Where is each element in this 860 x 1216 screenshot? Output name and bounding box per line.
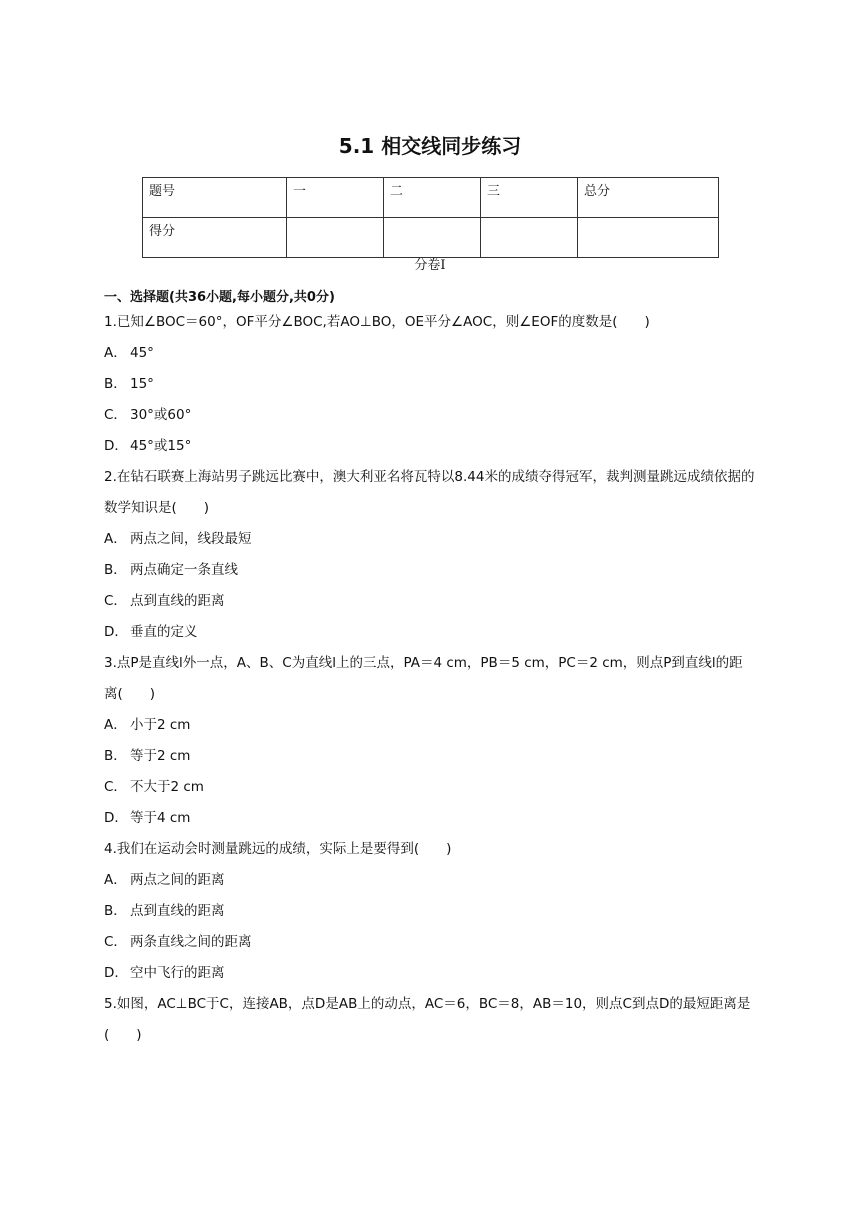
answer-option [104,772,756,803]
option-letter: D． [104,965,128,981]
table-cell: 一 [287,178,384,218]
table-cell: 总分 [578,178,719,218]
question-text: 4.我们在运动会时测量跳远的成绩，实际上是要得到( ) [104,841,452,857]
option-text: 等于4 cm [130,810,191,826]
answer-option [104,400,756,431]
option-letter: B． [104,562,127,578]
option-text: 不大于2 cm [130,779,204,795]
option-text: 点到直线的距离 [130,903,225,919]
option-text: 空中飞行的距离 [130,965,225,981]
question-text: 1.已知∠BOC＝60°，OF平分∠BOC,若AO⊥BO，OE平分∠AOC，则∠EOF的度数是( ) [104,314,650,330]
option-text: 两条直线之间的距离 [130,934,252,950]
option-letter: A． [104,531,127,547]
page-title: 5.1 相交线同步练习 [338,134,522,158]
table-row [143,218,719,258]
answer-option [104,555,756,586]
option-letter: D． [104,438,128,454]
score-table [142,177,719,258]
option-letter: A． [104,717,127,733]
answer-option [104,524,756,555]
question-text: 2.在钻石联赛上海站男子跳远比赛中，澳大利亚名将瓦特以8.44米的成绩夺得冠军，裁判测量跳远成绩依据的数学知识是( ) [104,469,755,516]
table-row [143,178,719,218]
option-letter: A． [104,345,127,361]
subtitle: 分卷I [414,258,446,273]
option-letter: D． [104,810,128,826]
option-text: 小于2 cm [130,717,191,733]
answer-option [104,338,756,369]
option-letter: B． [104,748,127,764]
answer-option [104,617,756,648]
table-cell [384,218,481,258]
table-cell [481,218,578,258]
option-text: 垂直的定义 [130,624,198,640]
question-text: 3.点P是直线l外一点，A、B、C为直线l上的三点，PA＝4 cm，PB＝5 cm，PC＝2 cm，则点P到直线l的距离( ) [104,655,743,702]
option-letter: D． [104,624,128,640]
answer-option [104,741,756,772]
option-letter: C． [104,593,127,609]
answer-option [104,896,756,927]
answer-option [104,958,756,989]
question-text: 5.如图，AC⊥BC于C，连接AB，点D是AB上的动点，AC＝6，BC＝8，AB＝10，则点C到点D的最短距离是( ) [104,996,751,1043]
option-text: 两点之间，线段最短 [130,531,252,547]
option-letter: B． [104,376,127,392]
option-letter: C． [104,779,127,795]
table-cell [287,218,384,258]
option-letter: C． [104,407,127,423]
table-cell: 题号 [143,178,287,218]
option-text: 45° [130,345,154,361]
answer-option [104,431,756,462]
option-text: 等于2 cm [130,748,191,764]
option-letter: A． [104,872,127,888]
option-letter: C． [104,934,127,950]
table-cell: 得分 [143,218,287,258]
question-list [104,307,756,1051]
option-text: 30°或60° [130,407,192,423]
table-cell: 二 [384,178,481,218]
answer-option [104,710,756,741]
option-text: 两点确定一条直线 [130,562,238,578]
option-text: 15° [130,376,154,392]
answer-option [104,865,756,896]
answer-option [104,586,756,617]
table-cell [578,218,719,258]
table-cell: 三 [481,178,578,218]
option-text: 45°或15° [130,438,192,454]
option-text: 两点之间的距离 [130,872,225,888]
option-text: 点到直线的距离 [130,593,225,609]
answer-option [104,369,756,400]
answer-option [104,927,756,958]
section-heading: 一、选择题(共36小题,每小题分,共0分) [104,290,335,305]
option-letter: B． [104,903,127,919]
answer-option [104,803,756,834]
